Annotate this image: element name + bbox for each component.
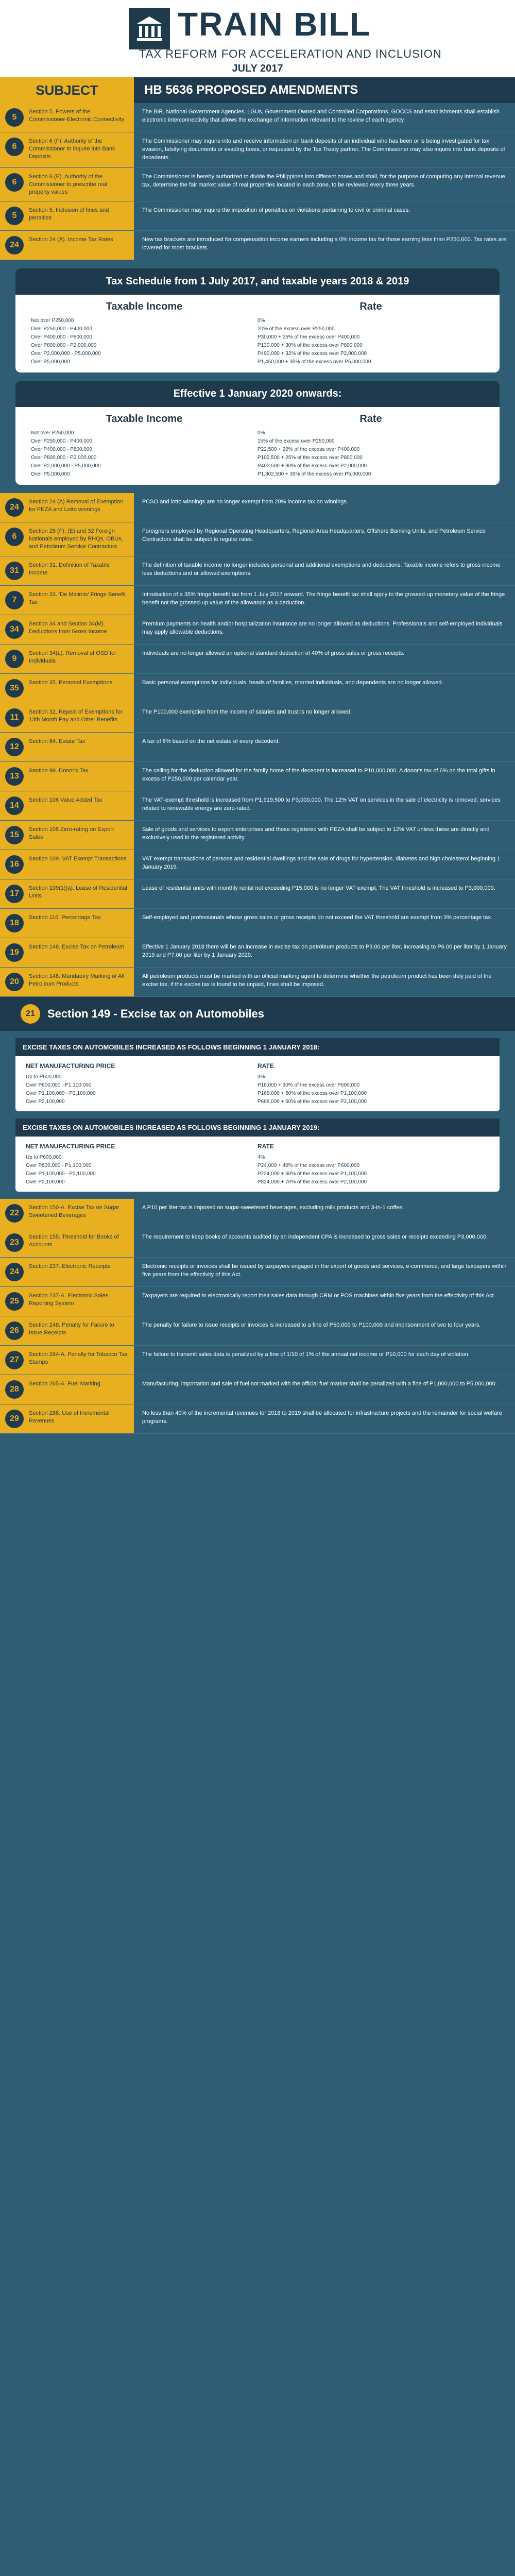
table-line: 15% of the excess over P250,000 — [258, 438, 335, 445]
amendment-row — [0, 733, 515, 762]
subject-cell — [0, 821, 134, 850]
table-line: P30,000 + 25% of the excess over P400,000 — [258, 334, 360, 341]
section-badge: 19 — [5, 943, 24, 962]
amendment-row — [0, 168, 515, 202]
subject-label: Section 264-A. Penalty for Tobacco Tax Stamps — [29, 1351, 128, 1366]
table-line: 4% — [258, 1155, 265, 1161]
subject-label: Section 33. 'De Minimis' Fringe Benefit Tax — [29, 591, 126, 605]
table-line: Over P2,000,000 - P5,000,000 — [31, 463, 101, 469]
amendment-row — [0, 1287, 515, 1316]
table-line: 3% — [258, 1074, 265, 1080]
section-badge: 35 — [5, 679, 24, 698]
section-badge: 27 — [5, 1351, 24, 1369]
subject-label: Section 108 Zero-rating on Export Sales — [29, 826, 114, 840]
section-badge: 6 — [5, 173, 24, 192]
tax-schedule-2017 — [15, 268, 500, 372]
amendment-text: Individuals are no longer allowed an optional standard deduction of 40% of gross sales or gross receipts. — [134, 645, 515, 673]
rows-group-2 — [0, 493, 515, 997]
subject-label: Section 288. Use of Incremental Revenues — [29, 1410, 110, 1425]
amendment-row — [0, 493, 515, 522]
subject-cell — [0, 1316, 134, 1345]
subject-cell — [0, 909, 134, 938]
section-badge: 5 — [5, 108, 24, 127]
subject-cell — [0, 1228, 134, 1257]
section-badge: 28 — [5, 1380, 24, 1399]
subject-label: Section 24 (A) Removal of Exemption for PEZA and Lotto winnings — [29, 499, 124, 513]
amendment-text: Effective 1 January 2018 there will be an increase in excise tax on petroleum products to P3.00 per liter, increasing to P6.00 per liter by 1 January 2019 and P7.00 per liter by 1 January 2020. — [134, 938, 515, 967]
subject-label: Section 6 (E). Authority of the Commissioner to prescribe real property values — [29, 173, 108, 195]
subject-label: Section 24 (A). Income Tax Rates — [29, 236, 113, 243]
subject-label: Section 148. Excise Tax on Petroleum — [29, 943, 125, 950]
amendment-text: No less than 40% of the incremental revenues for 2018 to 2019 shall be allocated for infrastructure projects and the remainder for social welfare programs. — [134, 1404, 515, 1433]
section-badge: 11 — [5, 708, 24, 727]
table-line: Up to P600,000 — [26, 1074, 62, 1080]
section-badge: 34 — [5, 620, 24, 639]
amendment-row — [0, 1258, 515, 1287]
subject-label: Section 34(L). Removal of OSD for Individuals — [29, 650, 116, 664]
amendment-text: Basic personal exemptions for individuals, heads of families, married individuals, and dependents are no longer allowed. — [134, 674, 515, 703]
amendment-text: All petroleum products must be marked with an official marking agent to determine whether the petroleum product has been duly paid of the excise tax, if the excise tax is found to be unpaid, fines shall be imposed. — [134, 968, 515, 996]
table-line: P490,000 + 32% of the excess over P2,000,000 — [258, 351, 367, 357]
subject-cell — [0, 168, 134, 201]
rate-title: RATE — [258, 1143, 274, 1150]
amendment-text: Introduction of a 35% fringe benefit tax from 1 July 2017 onward. The fringe benefit tax shall apply to the grossed-up monetary value of the fringe benefit not the grossed-up value of the allowance as a deduction. — [134, 586, 515, 615]
rows-group-1 — [0, 103, 515, 260]
section-title: Section 149 - Excise tax on Automobiles — [47, 1007, 264, 1020]
page-date: JULY 2017 — [232, 63, 283, 74]
amendment-row — [0, 938, 515, 968]
subject-cell — [0, 103, 134, 132]
page-title: TRAIN BILL — [178, 6, 371, 43]
subject-label: Section 34 and Section 34(M). Deductions from Gross Income — [29, 620, 107, 635]
subject-cell — [0, 850, 134, 879]
table-line: Not over P250,000 — [31, 430, 74, 436]
subject-cell — [0, 645, 134, 673]
column-header-bar — [0, 77, 515, 103]
section-badge: 29 — [5, 1410, 24, 1428]
subject-cell — [0, 1404, 134, 1433]
subject-label: Section 237-A. Electronic Sales Reporting System — [29, 1293, 109, 1307]
price-column — [26, 1142, 258, 1187]
section-badge: 26 — [5, 1321, 24, 1340]
amendment-row — [0, 1346, 515, 1375]
table-line: Over P800,000 - P2,000,000 — [31, 455, 97, 461]
excise-table-2018 — [15, 1038, 500, 1111]
section-badge: 15 — [5, 826, 24, 844]
price-title: NET MANUFACTURING PRICE — [26, 1143, 115, 1150]
amendment-text: PCSO and lotto winnings are no longer exempt from 20% income tax on winnings. — [134, 493, 515, 522]
rate-title: Rate — [359, 301, 382, 313]
amendment-text: The ceiling for the deduction allowed for the family home of the decedent is increased to P10,000,000. A donor's tax of 6% on the total gifts in excess of P250,000 per calendar year. — [134, 762, 515, 791]
subject-label: Section 5. Powers of the Commissioner-Electronic Connectivity — [29, 109, 125, 123]
table-line: P18,000 + 30% of the excess over P600,000 — [258, 1082, 360, 1089]
taxable-income-column — [31, 413, 258, 479]
section-badge: 13 — [5, 767, 24, 786]
table-line: 0% — [258, 318, 265, 324]
table-line: Not over P250,000 — [31, 318, 74, 324]
table-line: Over P400,000 - P800,000 — [31, 334, 92, 341]
section-badge: 7 — [5, 591, 24, 609]
subject-label: Section 99. Donor's Tax — [29, 767, 89, 774]
amendment-row — [0, 556, 515, 586]
subject-label: Section 237. Electronic Receipts — [29, 1263, 111, 1270]
amendment-text: The VAT-exempt threshold is increased from P1,919,500 to P3,000,000. The 12% VAT on services in the sale of electricity is removed; services related to renewable energy are zero-rated. — [134, 791, 515, 820]
table-line: Over P5,000,000 — [31, 359, 70, 365]
table-line: P1,302,500 + 35% of the excess over P5,000,000 — [258, 471, 371, 478]
section-badge: 31 — [5, 562, 24, 580]
subject-cell — [0, 791, 134, 820]
table-line: Over P2,100,000 — [26, 1099, 65, 1105]
excise-title: EXCISE TAXES ON AUTOMOBILES INCREASED AS FOLLOWS BEGINNING 1 JANUARY 2018: — [15, 1038, 500, 1056]
rows-group-3 — [0, 1199, 515, 1434]
amendment-row — [0, 1199, 515, 1228]
subject-cell — [0, 586, 134, 615]
subject-cell — [0, 703, 134, 732]
rate-column — [258, 1142, 489, 1187]
subject-cell — [0, 493, 134, 522]
table-line: Over P5,000,000 — [31, 471, 70, 478]
subject-cell — [0, 1258, 134, 1286]
subject-cell — [0, 201, 134, 230]
table-line: Over P600,000 - P1,100,000 — [26, 1163, 92, 1169]
subject-label: Section 248. Penalty for Failure to Issue Receipts — [29, 1322, 114, 1336]
amendment-text: Manufacturing, importation and sale of fuel not marked with the official fuel marker shall be penalized with a fine of P1,000,000 to P5,000,000. — [134, 1375, 515, 1404]
subject-label: Section 6 (F). Authority of the Commissioner to inquire into Bank Deposits — [29, 138, 115, 160]
amendment-row — [0, 645, 515, 674]
amendment-text: The definition of taxable income no longer includes personal and additional exemptions and deductions. Taxable income refers to gross income less deductions and or allowed exemptions. — [134, 556, 515, 585]
subject-cell — [0, 231, 134, 260]
rate-column — [258, 413, 484, 479]
section-badge: 22 — [5, 1204, 24, 1223]
section-badge: 20 — [5, 973, 24, 991]
subject-cell — [0, 615, 134, 644]
subject-cell — [0, 762, 134, 791]
subject-label: Section 109(1)(a). Lease of Residential Units — [29, 885, 127, 899]
subject-label: Section 35. Personal Exemptions — [29, 679, 113, 686]
subject-cell — [0, 968, 134, 996]
amendment-text: Self-employed and professionals whose gross sales or gross receipts do not exceed the VAT threshold are exempt from 3% percentage tax. — [134, 909, 515, 938]
amendment-text: The BIR, National Government Agencies, LGUs, Government Owned and Controlled Corporations, GOCCS and establishments shall establish electronic interconnectivity that allows the exchange of information relevant to the review of each agency. — [134, 103, 515, 132]
amendment-text: Sale of goods and services to export enterprises and those registered with PEZA shall be subject to 12% VAT unless these are directly and exclusively used in the registered activity. — [134, 821, 515, 850]
section-badge: 6 — [5, 138, 24, 156]
table-line: Up to P600,000 — [26, 1155, 62, 1161]
table-line: 20% of the excess over P250,000 — [258, 326, 335, 332]
amendment-text: The Commissioner may inquire the imposition of penalties on violations pertaining to civil or criminal cases. — [134, 201, 515, 230]
table-line: Over P250,000 - P400,000 — [31, 438, 92, 445]
subject-label: Section 5. Inclusion of fines and penalties — [29, 207, 109, 222]
amendment-row — [0, 1404, 515, 1434]
amendment-row — [0, 821, 515, 850]
rate-column — [258, 1061, 489, 1106]
rate-column — [258, 301, 484, 366]
amendment-row — [0, 615, 515, 645]
excise-title: EXCISE TAXES ON AUTOMOBILES INCREASED AS FOLLOWS BEGINNING 1 JANUARY 2019: — [15, 1118, 500, 1137]
subject-label: Section 148. Mandatory Marking of All Petroleum Products — [29, 973, 125, 987]
amendment-row — [0, 791, 515, 821]
subject-cell — [0, 556, 134, 585]
amendment-text: A tax of 6% based on the net estate of every decedent. — [134, 733, 515, 761]
amendment-row — [0, 968, 515, 997]
subject-label: Section 106 Value Added Tax — [29, 796, 102, 803]
section-badge: 24 — [5, 236, 24, 255]
table-line: Over P1,100,000 - P2,100,000 — [26, 1091, 96, 1097]
subject-cell — [0, 1199, 134, 1228]
schedule-title: Effective 1 January 2020 onwards: — [15, 381, 500, 407]
amendment-text: The requirement to keep books of accounts audited by an independent CPA is increased to gross sales or receipts exceeding P3,000,000. — [134, 1228, 515, 1257]
amendment-row — [0, 231, 515, 260]
subject-cell — [0, 522, 134, 556]
subject-cell — [0, 132, 134, 167]
section-number: 21 — [21, 1004, 40, 1024]
amendment-text: Premium payments on health and/or hospitalization insurance are no longer allowed as deductions. Professionals and self-employed individuals may apply allowable deductions. — [134, 615, 515, 644]
section-badge: 9 — [5, 650, 24, 668]
table-line: Over P800,000 - P2,000,000 — [31, 343, 97, 349]
subject-cell — [0, 1287, 134, 1316]
tax-schedule-2020 — [15, 381, 500, 485]
table-line: Over P400,000 - P800,000 — [31, 447, 92, 453]
amendment-row — [0, 201, 515, 231]
section-21-band — [0, 997, 515, 1031]
table-line: Over P600,000 - P1,100,000 — [26, 1082, 92, 1089]
amendment-row — [0, 132, 515, 168]
section-badge: 5 — [5, 207, 24, 225]
section-badge: 25 — [5, 1292, 24, 1311]
table-line: Over P2,000,000 - P5,000,000 — [31, 351, 101, 357]
amendment-text: Foreigners employed by Regional Operating Headquarters, Regional Area Headquarters, Offshore Banking Units, and Petroleum Service Contractors shall be subject to regular rates. — [134, 522, 515, 556]
subject-label: Section 84. Estate Tax — [29, 738, 85, 744]
table-line: P168,000 + 50% of the excess over P1,100,000 — [258, 1091, 367, 1097]
section-badge: 14 — [5, 796, 24, 815]
amendment-row — [0, 674, 515, 703]
subject-cell — [0, 733, 134, 761]
page-subtitle: TAX REFORM FOR ACCELERATION AND INCLUSION — [139, 47, 442, 60]
bank-icon — [129, 8, 170, 49]
table-line: P224,000 + 60% of the excess over P1,100,000 — [258, 1171, 367, 1177]
price-column — [26, 1061, 258, 1106]
amendment-text: The Commissioner is hereby authorized to divide the Philippines into different zones and shall, for the purpose of computing any internal revenue tax, determine the fair market value of real properties located in each zone, to be reviewed every three years. — [134, 168, 515, 201]
excise-table-2019 — [15, 1118, 500, 1192]
table-line: Over P2,100,000 — [26, 1179, 65, 1185]
amendment-text: The P100,000 exemption from the income of salaries and trust is no longer allowed. — [134, 703, 515, 732]
price-title: NET MANUFACTURING PRICE — [26, 1062, 115, 1070]
section-badge: 17 — [5, 885, 24, 903]
table-line: P130,000 + 30% of the excess over P800,000 — [258, 343, 363, 349]
amendment-text: The failure to transmit sales data is penalized by a fine of 1/10 of 1% of the annual net income or P10,000 for each day of violation. — [134, 1346, 515, 1375]
subject-cell — [0, 1346, 134, 1375]
amendment-text: Electronic receipts or invoices shall be issued by taxpayers engaged in the export of goods and services, e-commerce, and large taxpayers within five years from the effectivity of this Act. — [134, 1258, 515, 1286]
taxable-income-column — [31, 301, 258, 366]
section-badge: 24 — [5, 1263, 24, 1281]
subject-label: Section 32. Repeal of Exemptions for 13th Month Pay and Other Benefits — [29, 708, 123, 723]
subject-header: SUBJECT — [36, 82, 98, 98]
subject-cell — [0, 674, 134, 703]
rate-title: RATE — [258, 1062, 274, 1070]
subject-cell — [0, 879, 134, 908]
table-line: P102,500 + 25% of the excess over P800,000 — [258, 455, 363, 461]
table-line: P22,500 + 20% of the excess over P400,000 — [258, 447, 360, 453]
section-badge: 18 — [5, 914, 24, 933]
table-line: 0% — [258, 430, 265, 436]
table-line: P824,000 + 70% of the excess over P2,100,000 — [258, 1179, 367, 1185]
amendments-header: HB 5636 PROPOSED AMENDMENTS — [134, 77, 515, 103]
taxable-income-title: Taxable Income — [106, 301, 183, 313]
subject-cell — [0, 938, 134, 967]
section-badge: 16 — [5, 855, 24, 874]
rate-title: Rate — [359, 413, 382, 425]
schedule-title: Tax Schedule from 1 July 2017, and taxable years 2018 & 2019 — [15, 268, 500, 295]
amendment-row — [0, 879, 515, 909]
amendment-text: The Commissioner may inquire into and receive information on bank deposits of an individual who has been or is being investigated for tax evasion, falsifying documents or evading taxes, or requested by the Tax Treaty partner. The Commissioner may also inquire into bank deposits of decedents. — [134, 132, 515, 167]
section-badge: 12 — [5, 738, 24, 756]
amendment-text: Taxpayers are required to electronically report their sales data through CRM or POS machines within five years from the effectivity of this Act. — [134, 1287, 515, 1316]
subject-label: Section 155. Threshold for Books of Accounts — [29, 1234, 119, 1248]
amendment-row — [0, 850, 515, 879]
amendment-row — [0, 1375, 515, 1404]
section-badge: 6 — [5, 528, 24, 546]
subject-label: Section 150-A. Excise Tax on Sugar Sweetened Beverages — [29, 1205, 119, 1219]
section-badge: 24 — [5, 498, 24, 517]
amendment-row — [0, 1316, 515, 1346]
table-line: P668,000 + 60% of the excess over P2,100,000 — [258, 1099, 367, 1105]
amendment-text: VAT exempt transactions of persons and residential dwellings and the sale of drugs for hypertension, diabetes and high cholesterol beginning 1 January 2019. — [134, 850, 515, 879]
amendment-row — [0, 1228, 515, 1258]
header — [0, 0, 515, 77]
subject-cell — [0, 1375, 134, 1404]
section-badge: 23 — [5, 1233, 24, 1252]
amendment-text: The penalty for failure to issue receipts or invoices is increased to a fine of P50,000 to P100,000 and imprisonment of two to four years. — [134, 1316, 515, 1345]
amendment-text: New tax brackets are introduced for compensation income earners including a 0% income tax for those earning less than P250,000. Tax rates are lowered for most brackets. — [134, 231, 515, 260]
subject-label: Section 265-A. Fuel Marking — [29, 1381, 100, 1387]
amendment-row — [0, 103, 515, 132]
table-line: P24,000 + 40% of the excess over P600,000 — [258, 1163, 360, 1169]
subject-label: Section 109. VAT Exempt Transactions — [29, 855, 127, 862]
amendment-row — [0, 909, 515, 938]
table-line: Over P250,000 - P400,000 — [31, 326, 92, 332]
table-line: Over P1,100,000 - P2,100,000 — [26, 1171, 96, 1177]
subject-label: Section 31. Definition of Taxable Income — [29, 562, 110, 576]
amendment-text: A P10 per liter tax is imposed on sugar-sweetened beverages, excluding milk products and 3-in-1 coffee. — [134, 1199, 515, 1228]
amendment-row — [0, 703, 515, 733]
subject-label: Section 25 (F), (E) and 32 Foreign Nationals employed by RHQs, OBUs, and Petroleum Service Contractors — [29, 528, 123, 550]
amendment-text: Lease of residential units with monthly rental not exceeding P15,000 is no longer VAT exempt. The VAT threshold is increased to P3,000,000. — [134, 879, 515, 908]
amendment-row — [0, 522, 515, 556]
amendment-row — [0, 762, 515, 791]
table-line: P402,500 + 30% of the excess over P2,000,000 — [258, 463, 367, 469]
table-line: P1,450,000 + 35% of the excess over P5,000,000 — [258, 359, 371, 365]
amendment-row — [0, 586, 515, 615]
taxable-income-title: Taxable Income — [106, 413, 183, 425]
subject-label: Section 116. Percentage Tax — [29, 914, 101, 921]
